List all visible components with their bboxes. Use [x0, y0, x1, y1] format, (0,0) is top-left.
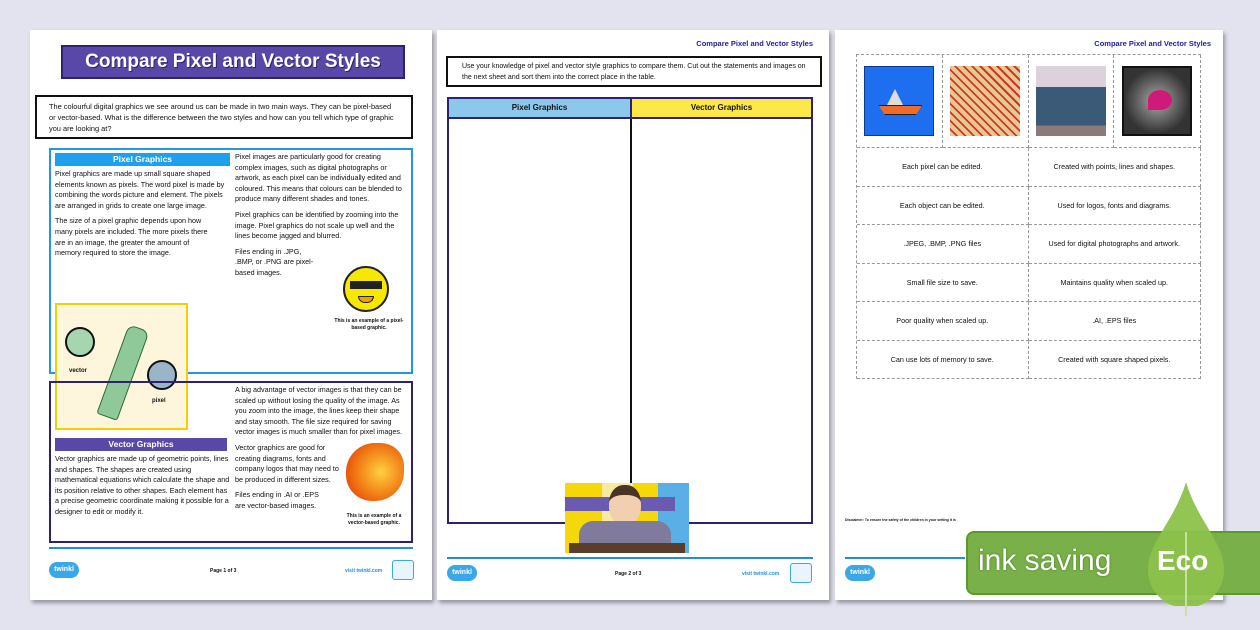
sort-table — [447, 97, 813, 524]
vector-heading: Vector Graphics — [55, 438, 227, 451]
statement-card: Small file size to save. — [857, 264, 1029, 303]
visit-link[interactable]: visit twinkl.com — [742, 571, 780, 577]
page-title: Compare Pixel and Vector Styles — [61, 45, 405, 79]
statement-card: Maintains quality when scaled up. — [1029, 264, 1202, 303]
statement-card: .JPEG, .BMP, .PNG files — [857, 225, 1029, 264]
page-3 — [835, 30, 1223, 600]
quality-badge-icon — [790, 563, 812, 583]
page-1 — [30, 30, 432, 600]
twinkl-logo: twinkl — [845, 565, 875, 581]
pixel-p2: The size of a pixel graphic depends upon how many pixels are included. The more pixels there are in an image, the greater the amount of memory required to store the image. — [55, 216, 208, 258]
statement-card: Used for digital photographs and artwork. — [1029, 225, 1202, 264]
visit-link[interactable]: visit twinkl.com — [345, 568, 383, 574]
vector-p1: Vector graphics are made up of geometric points, lines and shapes. The shapes are created using mathematical equations which calculate the shape and its position relative to other shapes. Each element has a precise geometric coordinate making it possible for a designer to edit or modify it. — [55, 454, 230, 516]
vector-left-column — [55, 438, 233, 523]
image-card-house — [1029, 55, 1115, 148]
statement-card: Can use lots of memory to save. — [857, 341, 1029, 380]
statement-card: Each pixel can be edited. — [857, 148, 1029, 187]
quality-badge-icon — [392, 560, 414, 580]
statement-cards — [857, 148, 1201, 379]
lettering-image — [950, 66, 1020, 136]
statement-card: .AI, .EPS files — [1029, 302, 1202, 341]
ink-saving-label: ink saving — [978, 544, 1112, 577]
statement-card: Created with points, lines and shapes. — [1029, 148, 1202, 187]
image-card-boat — [857, 55, 943, 148]
vector-bird-image — [1122, 66, 1192, 136]
pixel-p4: Pixel graphics can be identified by zooming into the image. Pixel graphics do not scale up well and the lines become jagged and blurred. — [235, 209, 399, 241]
pixel-house-image — [1036, 66, 1106, 136]
card-row — [857, 341, 1201, 380]
pixel-p1: Pixel graphics are made up small square shaped elements known as pixels. The word pixel is made by combining the words picture and element. The pixels are arranged in grids to create one large image. — [55, 169, 225, 210]
statement-card: Used for logos, fonts and diagrams. — [1029, 187, 1202, 226]
pixel-smiley-image — [343, 266, 389, 312]
page-header: Compare Pixel and Vector Styles — [696, 39, 813, 48]
pixel-caption: This is an example of a pixel-based graphic. — [334, 318, 404, 331]
image-card-lettering — [943, 55, 1029, 148]
intro-text: The colourful digital graphics we see around us can be made in two main ways. They can be pixel-based or vector-based. What is the difference between the two styles and how can you tell which type of graphic you are looking at? — [35, 95, 413, 139]
vector-caption: This is an example of a vector-based graphic. — [346, 513, 402, 526]
statement-card: Created with square shaped pixels. — [1029, 341, 1202, 380]
column-divider — [630, 119, 632, 522]
vector-p3: Vector graphics are good for creating diagrams, fonts and company logos that may need to be produced in different sizes. — [235, 442, 339, 484]
pixel-heading: Pixel Graphics — [55, 153, 230, 166]
vector-p2: A big advantage of vector images is that they can be scaled up without losing the quality of the image. As you zoom into the image, the lines keep their shape and stay smooth. The file size required for saving vector images is much smaller than for pixel images. — [235, 385, 402, 437]
card-row — [857, 148, 1201, 187]
cut-out-sheet — [856, 54, 1201, 379]
statement-card: Poor quality when scaled up. — [857, 302, 1029, 341]
page-number: Page 1 of 3 — [210, 568, 237, 574]
page-number: Page 2 of 3 — [615, 571, 642, 577]
column-header-pixel: Pixel Graphics — [449, 99, 630, 119]
instructions: Use your knowledge of pixel and vector style graphics to compare them. Cut out the statements and images on the next sheet and sort them into the correct place in the table. — [446, 56, 822, 87]
boy-thinking-image — [565, 483, 689, 553]
pixel-p5: Files ending in .JPG, .BMP, or .PNG are pixel-based images. — [235, 246, 314, 277]
disclaimer: Disclaimer: To ensure the safety of the children in your setting it is — [845, 518, 956, 522]
column-header-vector: Vector Graphics — [630, 99, 811, 119]
footer-line — [447, 557, 813, 559]
card-row — [857, 225, 1201, 264]
page-2 — [437, 30, 829, 600]
lion-vector-image — [346, 443, 404, 501]
card-row — [857, 264, 1201, 303]
twinkl-logo: twinkl — [447, 565, 477, 581]
vector-label: vector — [69, 368, 88, 374]
pixel-label: pixel — [152, 398, 166, 404]
pixel-p3: Pixel images are particularly good for creating complex images, such as digital photographs or artwork, as each pixel can be individually edited and coloured. This means that colours can be blended to produce many different shades and tones. — [235, 152, 402, 204]
statement-card: Each object can be edited. — [857, 187, 1029, 226]
card-row — [857, 302, 1201, 341]
page-header: Compare Pixel and Vector Styles — [1094, 39, 1211, 48]
footer-line — [845, 557, 965, 559]
footer-line — [49, 547, 413, 549]
boat-image — [864, 66, 934, 136]
card-row — [857, 187, 1201, 226]
pixel-right-column — [235, 152, 407, 284]
eco-label: Eco — [1157, 545, 1209, 576]
twinkl-logo: twinkl — [49, 562, 79, 578]
image-card-bird — [1114, 55, 1201, 148]
vector-p4: Files ending in .AI or .EPS are vector-based images. — [235, 490, 319, 510]
pixel-left-column — [55, 153, 230, 264]
